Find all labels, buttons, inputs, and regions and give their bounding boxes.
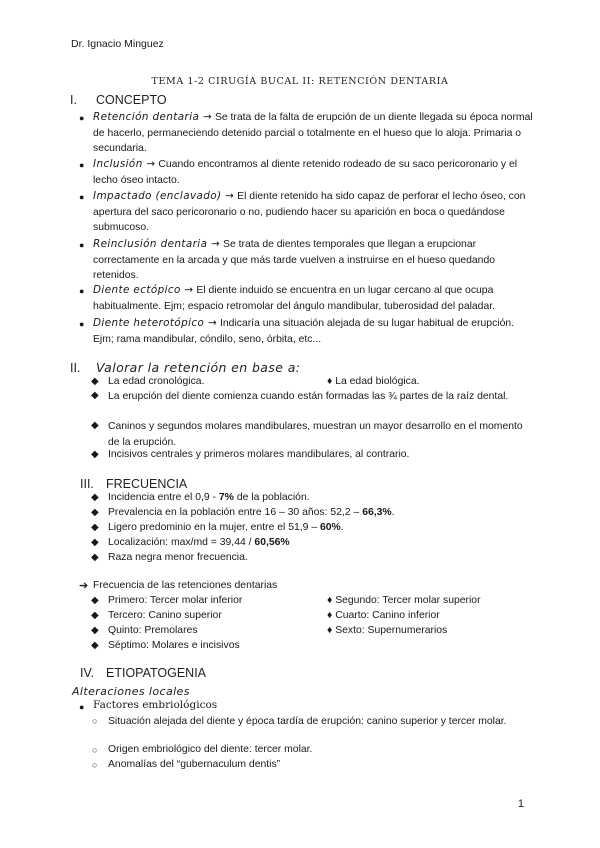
concept-term: Inclusión → <box>93 158 156 170</box>
embryological-item: Origen embriológico del diente: tercer molar. <box>108 744 313 755</box>
criterion-item: Caninos y segundos molares mandibulares, muestran un mayor desarrollo en el momento de la erupción. <box>108 421 523 448</box>
concept-item-retencion <box>93 110 533 157</box>
document-title: TEMA 1-2 CIRUGÍA BUCAL II: RETENCIÓN DENTARIA <box>151 76 449 87</box>
concept-text: Cuando encontramos al diente retenido rodeado de su saco pericoronario y el lecho óseo intacto. <box>93 159 518 186</box>
text-part: Incidencia entre el 0,9 - <box>108 492 219 503</box>
diamond-bullet: ◆ <box>91 552 99 563</box>
diamond-bullet: ◆ <box>91 640 99 651</box>
text-part: . <box>391 507 395 518</box>
section-1-number: I. <box>70 93 77 107</box>
diamond-bullet: ◆ <box>91 507 99 518</box>
frequency-prevalence <box>108 507 395 518</box>
frequency-rank-fourth: ♦ Cuarto: Canino inferior <box>327 610 440 621</box>
criterion-chronological-age: La edad cronológica. <box>108 376 205 387</box>
frequency-rank-fifth: Quinto: Premolares <box>108 625 198 636</box>
concept-item-heterotopico <box>93 316 533 347</box>
frequency-location <box>108 537 290 548</box>
diamond-bullet: ◆ <box>91 522 99 533</box>
circle-bullet: ○ <box>92 760 98 770</box>
section-3-title: FRECUENCIA <box>106 477 188 491</box>
bullet-dot: ● <box>79 240 85 250</box>
section-4-heading <box>80 666 206 680</box>
frequency-rank-seventh: Séptimo: Molares e incisivos <box>108 640 240 651</box>
embryological-factors: Factores embriológicos <box>93 699 218 711</box>
concept-text: El diente retenido ha sido capaz de perforar el lecho óseo, con apertura del saco pericoronario o no, pudiendo hacer su aparición en boca o quedándose submucoso. <box>93 191 526 233</box>
section-3-number: III. <box>80 477 94 491</box>
concept-item-impactado <box>93 189 533 236</box>
frequency-gender <box>108 522 344 533</box>
embryological-item: Anomalías del “gubernaculum dentis” <box>108 759 281 770</box>
diamond-bullet: ◆ <box>91 625 99 636</box>
text-bold: 7% <box>218 492 234 503</box>
concept-term: Retención dentaria → <box>93 111 213 123</box>
section-1-title: CONCEPTO <box>96 93 167 107</box>
concept-item-reinclusion <box>93 237 533 284</box>
frequency-incidence <box>108 492 310 503</box>
section-3-heading <box>80 477 187 491</box>
concept-text: Se trata de dientes temporales que llegan a erupcionar correctamente en la arcada y que más tarde vuelven a instruirse en el hueso quedando retenidos. <box>93 239 496 281</box>
bullet-dot: ● <box>79 319 85 329</box>
diamond-bullet: ◆ <box>91 376 99 387</box>
concept-text: El diente induido se encuentra en un lugar cercano al que ocupa habitualmente. Ejm; espacio retromolar del ángulo mandibular, tuberosidad del paladar. <box>93 285 496 312</box>
diamond-bullet: ◆ <box>91 492 99 503</box>
diamond-bullet: ◆ <box>91 449 99 460</box>
concept-text: Se trata de la falta de erupción de un diente llegada su época normal de hacerlo, permaneciendo detenido parcial o totalmente en el hueso que lo aloja. Primaria o secundaria. <box>93 112 533 154</box>
text-part: . <box>340 522 344 533</box>
text-bold: 60% <box>319 522 341 533</box>
arrow-bullet: ➔ <box>79 580 89 592</box>
retention-frequency-heading: Frecuencia de las retenciones dentarias <box>93 580 278 591</box>
frequency-rank-sixth: ♦ Sexto: Supernumerarios <box>327 625 448 636</box>
text-part: de la población. <box>233 492 310 503</box>
diamond-bullet: ◆ <box>91 610 99 621</box>
text-part: Prevalencia en la población entre 16 – 30 años: 52,2 – <box>108 507 363 518</box>
section-2-title: Valorar la retención en base a: <box>96 360 301 375</box>
diamond-bullet: ◆ <box>91 595 99 606</box>
bullet-dot: ● <box>79 192 85 202</box>
embryological-item: Situación alejada del diente y época tardía de erupción: canino superior y tercer molar. <box>108 716 507 727</box>
page-number: 1 <box>517 798 524 810</box>
author-header: Dr. Ignacio Minguez <box>71 38 164 50</box>
subsection-local-alterations: Alteraciones locales <box>72 685 190 698</box>
frequency-race: Raza negra menor frecuencia. <box>108 552 248 563</box>
diamond-bullet: ◆ <box>91 420 99 431</box>
criterion-item: Incisivos centrales y primeros molares mandibulares, al contrario. <box>108 449 410 460</box>
concept-term: Impactado (enclavado) → <box>93 190 235 202</box>
bullet-dot: ● <box>79 113 85 123</box>
concept-term: Diente heterotópico → <box>93 317 218 329</box>
section-2-heading <box>70 360 300 375</box>
text-part: Ligero predominio en la mujer, entre el 51,9 – <box>108 522 320 533</box>
criterion-biological-age: ♦ La edad biológica. <box>327 376 420 387</box>
circle-bullet: ○ <box>92 745 98 755</box>
diamond-bullet: ◆ <box>91 390 99 401</box>
section-4-number: IV. <box>80 666 95 680</box>
bullet-dot: ● <box>79 286 85 296</box>
concept-text: Indicaría una situación alejada de su lugar habitual de erupción. Ejm; rama mandibular, cóndilo, seno, órbita, etc... <box>93 318 515 345</box>
section-1-heading <box>70 93 167 107</box>
section-4-title: ETIOPATOGENIA <box>106 666 207 680</box>
concept-term: Reinclusión dentaria → <box>93 238 221 250</box>
frequency-rank-second: ♦ Segundo: Tercer molar superior <box>327 595 481 606</box>
section-2-number: II. <box>70 361 81 375</box>
criterion-item: La erupción del diente comienza cuando están formadas las ¾ partes de la raíz dental. <box>108 391 509 402</box>
concept-item-inclusion <box>93 157 533 188</box>
bullet-dot: ● <box>79 160 85 170</box>
diamond-bullet: ◆ <box>91 537 99 548</box>
text-bold: 60,56% <box>254 537 290 548</box>
text-bold: 66,3% <box>362 507 392 518</box>
frequency-rank-third: Tercero: Canino superior <box>108 610 222 621</box>
frequency-rank-first: Primero: Tercer molar inferior <box>108 595 243 606</box>
bullet-dot: ● <box>79 702 85 712</box>
concept-term: Diente ectópico → <box>93 284 194 296</box>
circle-bullet: ○ <box>92 716 98 726</box>
concept-item-ectopico <box>93 283 533 314</box>
text-part: Localización: max/md = 39,44 / <box>108 537 255 548</box>
